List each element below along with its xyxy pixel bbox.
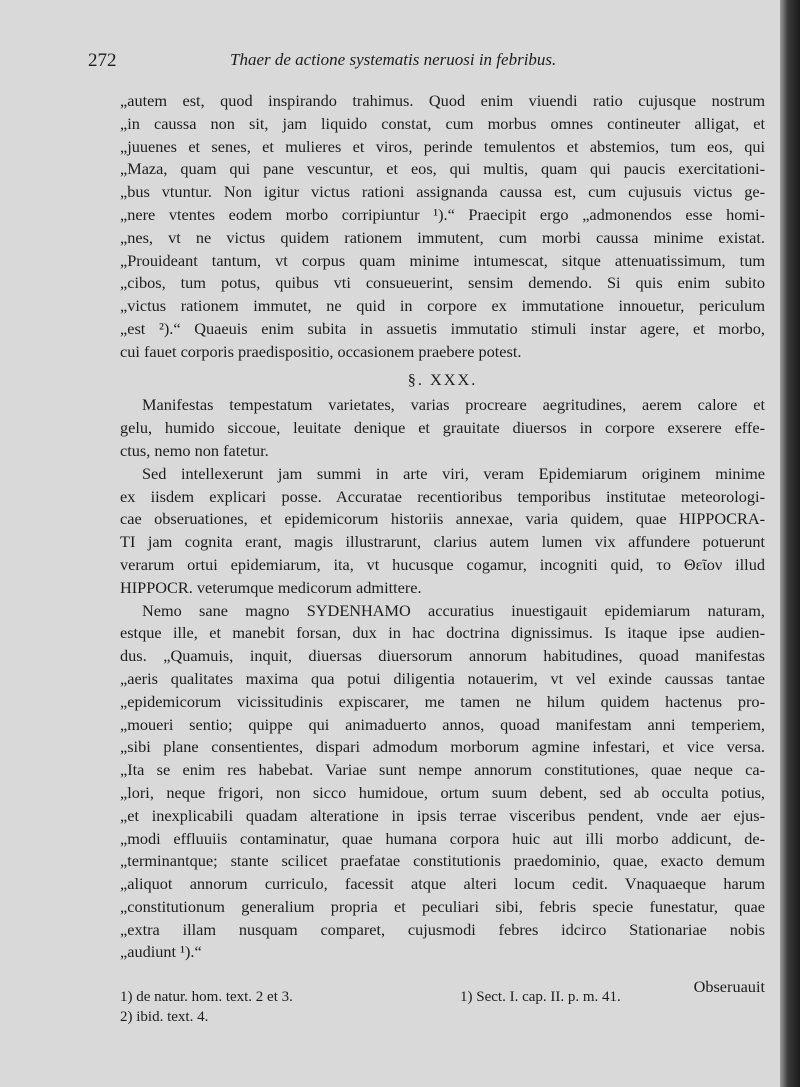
text-line: „victus rationem immutet, ne quid in corpore ex immutatione innouetur, periculum — [120, 296, 765, 316]
text-line: „bus vtuntur. Non igitur victus rationi assignanda caussa est, cum cujusuis victus ge- — [120, 182, 765, 202]
text-line: „constitutionum generalium propria et peculiari sibi, febris specie funestatur, quae — [120, 896, 765, 916]
text-line: „aeris qualitates maxima qua potui diligentia notauerim, vt vel exinde caussas tantae — [120, 668, 765, 688]
text-line: „nes, vt ne victus quidem rationem immutent, cum morbi caussa minime existat. — [120, 227, 765, 247]
text-line: „juuenes et senes, et mulieres et viros, perinde temulentos et abstemios, tum eos, qui — [120, 136, 765, 156]
footnote: 1) Sect. I. cap. II. p. m. 41. — [460, 989, 621, 1005]
text-line: „cibos, tum potus, quibus vti consueuerint, sensim demendo. Si quis enim subito — [120, 273, 765, 293]
text-line: dus. „Quamuis, inquit, diuersas diuersorum annorum habitudines, quoad manifestas — [120, 646, 765, 666]
text-line: ex iisdem explicari posse. Accuratae recentioribus temporibus institutae meteorologi- — [120, 486, 765, 506]
text-line: „moueri sentio; quippe qui animaduerto annos, quoad manifestam anni temperiem, — [120, 714, 765, 734]
text-line: „sibi plane consentientes, dispari admodum morborum agmine infestari, et vice versa. — [120, 737, 765, 757]
text-line: „lori, neque frigori, non sicco humidoue, ortum suum debent, sed ab occulta potius, — [120, 782, 765, 802]
section-heading: §. XXX. — [407, 369, 478, 389]
text-line: verarum ortui epidemiarum, ita, vt hucusque cogamur, incogniti quid, το Θεῖον illud — [120, 554, 765, 574]
text-line: Manifestas tempestatum varietates, varias procreare aegritudines, aerem calore et — [142, 395, 765, 415]
text-line: „est ²).“ Quaeuis enim subita in assuetis immutatio stimuli instar agere, et morbo, — [120, 318, 765, 338]
footnotes-left — [120, 987, 440, 1027]
footnote: 2) ibid. text. 4. — [120, 1009, 209, 1025]
text-line: „Maza, quam qui pane vescuntur, et eos, qui multis, quam qui paucis exercitationi- — [120, 159, 765, 179]
text-line: „modi effluuiis contaminatur, quae humana corpora huic aut illi morbo addicunt, de- — [120, 828, 765, 848]
main-text — [120, 90, 765, 999]
text-line: cui fauet corporis praedispositio, occasionem praebere potest. — [120, 341, 522, 361]
text-line: Sed intellexerunt jam summi in arte viri, veram Epidemiarum originem minime — [142, 463, 765, 483]
text-line: HIPPOCR. veterumque medicorum admittere. — [120, 577, 422, 597]
text-line: „autem est, quod inspirando trahimus. Quod enim viuendi ratio cujusque nostrum — [120, 91, 765, 110]
text-line: „nere vtentes eodem morbo corripiuntur ¹).“ Praecipit ergo „admonendos esse homi- — [120, 204, 765, 224]
page-edge-shadow — [780, 0, 800, 1087]
text-line: „terminantque; stante scilicet praefatae constitutionis praedominio, quae, exacto demum — [120, 851, 765, 871]
footnote: 1) de natur. hom. text. 2 et 3. — [120, 989, 293, 1005]
running-header — [88, 50, 768, 74]
text-line: estque ille, et manebit forsan, dux in hac doctrina dignissimus. Is itaque ipse audien- — [120, 623, 765, 643]
text-line: TI jam cognita erant, magis illustrarunt, clarius autem lumen vix affundere potuerunt — [120, 532, 765, 552]
text-line: „audiunt ¹).“ — [120, 942, 202, 962]
text-line: „epidemicorum vicissitudinis expiscarer, me tamen ne hilum quidem hactenus pro- — [120, 691, 765, 711]
text-line: „et inexplicabili quadam alteratione in ipsis terrae visceribus pendent, vnde aer ejus- — [120, 805, 765, 825]
text-line: cae obseruationes, et epidemicorum historiis annexae, varia quidem, quae HIPPOCRA- — [120, 509, 765, 529]
text-line: gelu, humido siccoue, leuitate denique et grauitate diuersos in corpore exserere effe- — [120, 418, 765, 438]
text-line: Nemo sane magno SYDENHAMO accuratius inuestigauit epidemiarum naturam, — [142, 600, 765, 620]
catchword: Obseruauit — [693, 977, 765, 997]
text-line: „aliquot annorum curriculo, facessit atque alteri locum cedit. Vnaquaeque harum — [120, 874, 765, 894]
text-line: „extra illam nusquam comparet, cujusmodi febres idcirco Stationariae nobis — [120, 919, 765, 939]
text-line: „Prouideant tantum, vt corpus quam minime intumescat, sitque attenuatissimum, tum — [120, 250, 765, 270]
page-number: 272 — [88, 50, 117, 71]
footnotes-right — [460, 987, 760, 1007]
text-line: „in caussa non sit, jam liquido constat, cum morbus omnes contineuter alligat, et — [120, 113, 765, 133]
running-title: Thaer de actione systematis neruosi in febribus. — [230, 50, 557, 69]
text-line: „Ita se enim res habebat. Variae sunt nempe annorum constitutiones, quae neque ca- — [120, 760, 765, 780]
text-line: ctus, nemo non fatetur. — [120, 440, 269, 460]
